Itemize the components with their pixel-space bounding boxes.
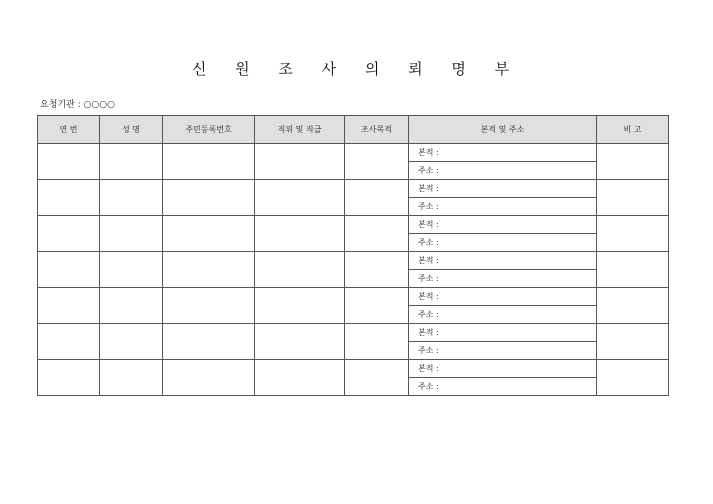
position-rank-cell[interactable] [255,180,345,216]
domicile-cell[interactable]: 본적 : [409,144,597,162]
header-row [38,116,669,144]
domicile-cell[interactable]: 본적 : [409,180,597,198]
position-rank-cell[interactable] [255,288,345,324]
table-row [38,324,669,342]
document-title: 신 원 조 사 의 뢰 명 부 [191,60,522,78]
name-cell[interactable] [100,252,163,288]
serial-cell[interactable] [38,216,100,252]
domicile-cell[interactable]: 본적 : [409,216,597,234]
serial-cell[interactable] [38,324,100,360]
table-row [38,252,669,270]
register-body [38,144,669,396]
table-row [38,360,669,378]
header-cell: 성 명 [100,116,163,144]
purpose-cell[interactable] [345,180,409,216]
remarks-cell[interactable] [597,324,669,360]
resident-number-cell[interactable] [163,360,255,396]
position-rank-cell[interactable] [255,144,345,180]
purpose-cell[interactable] [345,216,409,252]
name-cell[interactable] [100,324,163,360]
domicile-cell[interactable]: 본적 : [409,252,597,270]
serial-cell[interactable] [38,360,100,396]
serial-cell[interactable] [38,288,100,324]
address-cell[interactable]: 주소 : [409,270,597,288]
purpose-cell[interactable] [345,144,409,180]
resident-number-cell[interactable] [163,144,255,180]
background-check-register-table [37,115,669,396]
header-cell: 본적 및 주소 [409,116,597,144]
purpose-cell[interactable] [345,288,409,324]
remarks-cell[interactable] [597,252,669,288]
address-cell[interactable]: 주소 : [409,342,597,360]
address-cell[interactable]: 주소 : [409,234,597,252]
serial-cell[interactable] [38,180,100,216]
resident-number-cell[interactable] [163,180,255,216]
header-cell: 연 번 [38,116,100,144]
remarks-cell[interactable] [597,144,669,180]
position-rank-cell[interactable] [255,216,345,252]
table-row [38,180,669,198]
resident-number-cell[interactable] [163,324,255,360]
name-cell[interactable] [100,216,163,252]
purpose-cell[interactable] [345,360,409,396]
remarks-cell[interactable] [597,360,669,396]
purpose-cell[interactable] [345,324,409,360]
resident-number-cell[interactable] [163,216,255,252]
remarks-cell[interactable] [597,216,669,252]
resident-number-cell[interactable] [163,288,255,324]
name-cell[interactable] [100,144,163,180]
purpose-cell[interactable] [345,252,409,288]
name-cell[interactable] [100,360,163,396]
address-cell[interactable]: 주소 : [409,198,597,216]
domicile-cell[interactable]: 본적 : [409,324,597,342]
address-cell[interactable]: 주소 : [409,378,597,396]
table-row [38,288,669,306]
remarks-cell[interactable] [597,180,669,216]
address-cell[interactable]: 주소 : [409,306,597,324]
position-rank-cell[interactable] [255,360,345,396]
requesting-agency: 요청기관 : ○○○○ [40,100,115,110]
header-cell: 비 고 [597,116,669,144]
domicile-cell[interactable]: 본적 : [409,288,597,306]
remarks-cell[interactable] [597,288,669,324]
header-cell: 주민등록번호 [163,116,255,144]
resident-number-cell[interactable] [163,252,255,288]
position-rank-cell[interactable] [255,252,345,288]
header-cell: 직위 및 직급 [255,116,345,144]
address-cell[interactable]: 주소 : [409,162,597,180]
serial-cell[interactable] [38,252,100,288]
position-rank-cell[interactable] [255,324,345,360]
header-cell: 조사목적 [345,116,409,144]
serial-cell[interactable] [38,144,100,180]
table-row [38,216,669,234]
domicile-cell[interactable]: 본적 : [409,360,597,378]
name-cell[interactable] [100,288,163,324]
table-row [38,144,669,162]
name-cell[interactable] [100,180,163,216]
